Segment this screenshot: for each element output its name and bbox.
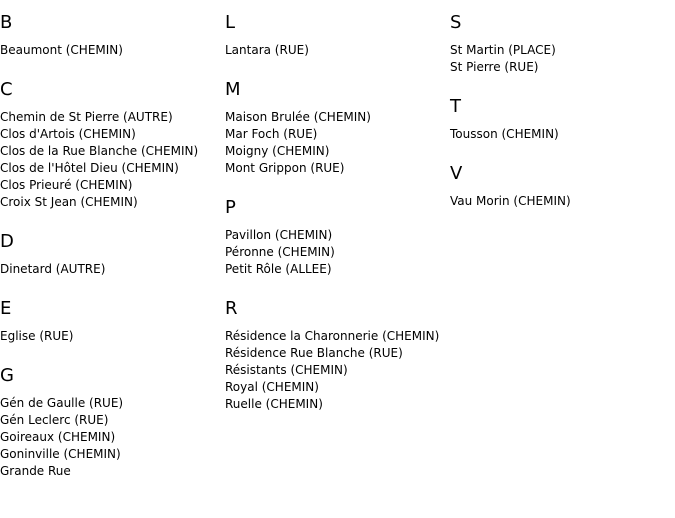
street-link[interactable]: Clos Prieuré (CHEMIN) — [0, 178, 133, 192]
letter-group — [0, 278, 225, 345]
street-link[interactable]: Péronne (CHEMIN) — [225, 245, 335, 259]
letter-group — [225, 278, 450, 413]
letter-group — [0, 211, 225, 278]
index-column — [0, 0, 225, 480]
street-link[interactable]: Tousson (CHEMIN) — [450, 127, 559, 141]
street-link[interactable]: Mont Grippon (RUE) — [225, 161, 345, 175]
street-link[interactable]: Lantara (RUE) — [225, 43, 309, 57]
street-link[interactable]: Résidence Rue Blanche (RUE) — [225, 346, 403, 360]
letter-heading: V — [450, 163, 463, 184]
street-link[interactable]: Moigny (CHEMIN) — [225, 144, 330, 158]
index-column — [225, 0, 450, 413]
street-link[interactable]: Clos d'Artois (CHEMIN) — [0, 127, 136, 141]
letter-heading: E — [0, 298, 12, 319]
street-link[interactable]: St Martin (PLACE) — [450, 43, 556, 57]
street-link[interactable]: St Pierre (RUE) — [450, 60, 539, 74]
street-link[interactable]: Petit Rôle (ALLEE) — [225, 262, 332, 276]
street-link[interactable]: Goninville (CHEMIN) — [0, 447, 121, 461]
street-link[interactable]: Dinetard (AUTRE) — [0, 262, 106, 276]
street-link[interactable]: Beaumont (CHEMIN) — [0, 43, 123, 57]
street-link[interactable]: Résidence la Charonnerie (CHEMIN) — [225, 329, 440, 343]
letter-group — [0, 345, 225, 480]
letter-group — [225, 177, 450, 278]
street-link[interactable]: Gén de Gaulle (RUE) — [0, 396, 124, 410]
index-column — [450, 0, 675, 210]
letter-heading: R — [225, 298, 238, 319]
letter-group — [0, 0, 225, 59]
street-link[interactable]: Clos de l'Hôtel Dieu (CHEMIN) — [0, 161, 179, 175]
street-link[interactable]: Gén Leclerc (RUE) — [0, 413, 109, 427]
letter-group — [450, 76, 675, 143]
street-link[interactable]: Croix St Jean (CHEMIN) — [0, 195, 138, 209]
street-link[interactable]: Vau Morin (CHEMIN) — [450, 194, 571, 208]
letter-heading: T — [450, 96, 461, 117]
street-link[interactable]: Clos de la Rue Blanche (CHEMIN) — [0, 144, 199, 158]
letter-heading: D — [0, 231, 14, 252]
street-link[interactable]: Ruelle (CHEMIN) — [225, 397, 323, 411]
letter-group — [225, 59, 450, 177]
street-link[interactable]: Résistants (CHEMIN) — [225, 363, 348, 377]
letter-heading: P — [225, 197, 236, 218]
letter-heading: S — [450, 12, 462, 33]
street-link[interactable]: Chemin de St Pierre (AUTRE) — [0, 110, 173, 124]
street-link[interactable]: Maison Brulée (CHEMIN) — [225, 110, 371, 124]
street-link[interactable]: Eglise (RUE) — [0, 329, 74, 343]
letter-group — [450, 0, 675, 76]
letter-heading: B — [0, 12, 13, 33]
letter-heading: L — [225, 12, 236, 33]
street-link[interactable]: Grande Rue — [0, 464, 71, 478]
letter-group — [0, 59, 225, 211]
street-link[interactable]: Pavillon (CHEMIN) — [225, 228, 333, 242]
letter-heading: M — [225, 79, 241, 100]
letter-heading: G — [0, 365, 14, 386]
letter-heading: C — [0, 79, 13, 100]
street-link[interactable]: Mar Foch (RUE) — [225, 127, 318, 141]
street-link[interactable]: Goireaux (CHEMIN) — [0, 430, 116, 444]
letter-group — [450, 143, 675, 210]
street-link[interactable]: Royal (CHEMIN) — [225, 380, 319, 394]
letter-group — [225, 0, 450, 59]
